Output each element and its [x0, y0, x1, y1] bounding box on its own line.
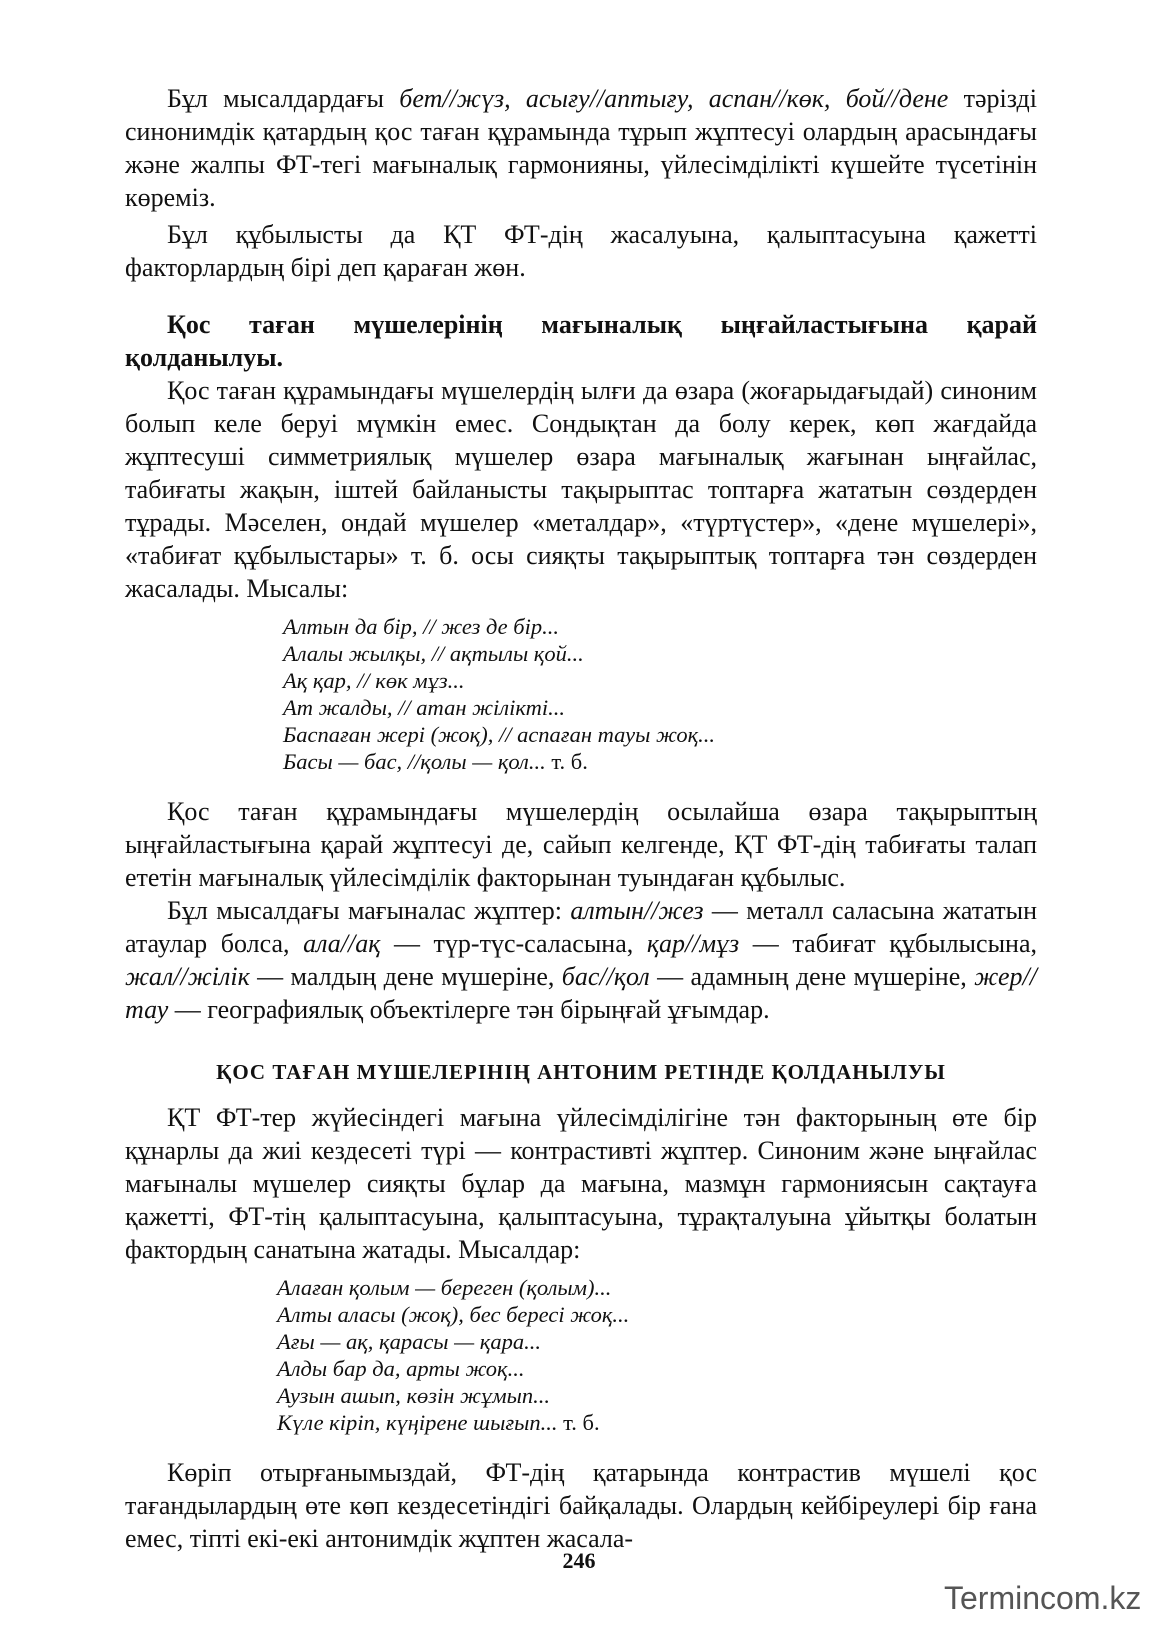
page-number: 246 [562, 1548, 596, 1573]
paragraph-4: Қос таған құрамындағы мүшелердің осылайша өзара тақырыптың ыңғайластығына қарай жұптесуі де, сайып келгенде, ҚТ ФТ-дің табиғаты талап ететін мағыналық үйлесімділік факторынан туындаған құбылыс. [125, 797, 1037, 892]
example-line: Алалы жылқы, // ақтылы қой... [283, 641, 584, 666]
section-heading: ҚОС ТАҒАН МҮШЕЛЕРІНІҢ АНТОНИМ РЕТІНДЕ ҚОЛДАНЫЛУЫ [216, 1060, 946, 1084]
paragraph-5: Бұл мысалдағы мағыналас жұптер: алтын//жез — металл саласына жататын атаулар болса, ала//ақ — түр-түс-саласына, қар//мұз — табиғат құбылысына, жал//жілік — малдың дене мүшеріне, бас//қол — адамның дене мүшеріне, жер//тау — географиялық объектілерге тән бірыңғай ұғымдар. [125, 896, 1037, 1024]
paragraph-2: Бұл құбылысты да ҚТ ФТ-дің жасалуына, қалыптасуына қажетті факторлардың бірі деп қараған жөн. [125, 220, 1037, 282]
section-subheading: Қос таған мүшелерінің мағыналық ыңғайластығына қарай қолданылуы. [125, 310, 1037, 372]
paragraph-7: Көріп отырғанымыздай, ФТ-дің қатарында контрастив мүшелі қос тағандылардың өте көп кездесетіндігі байқалады. Олардың кейбіреулері бір ғана емес, тіпті екі-екі антонимдік жұптен жасала- [125, 1458, 1037, 1553]
example-line: Алды бар да, арты жоқ... [277, 1356, 525, 1381]
example-line: Аузын ашып, көзін жұмып... [277, 1383, 550, 1408]
examples-list-2 [277, 1274, 1037, 1436]
example-line: Алты аласы (жоқ), бес бересі жоқ... [277, 1302, 630, 1327]
example-line: Баспаған жері (жоқ), // аспаған тауы жоқ... [283, 722, 715, 747]
example-line: Ағы — ақ, қарасы — қара... [277, 1329, 541, 1354]
paragraph-3: Қос таған құрамындағы мүшелердің ылғи да өзара (жоғарыдағыдай) синоним болып келе беруі мүмкін емес. Сондықтан да болу керек, көп жағдайда жұптесуші симметриялық мүшелер өзара мағыналық жағынан ыңғайлас, табиғаты жақын, іштей байланысты тақырыптас топтарға жататын сөздерден тұрады. Мәселен, ондай мүшелер «металдар», «түртүстер», «дене мүшелері», «табиғат құбылыстары» т. б. осы сияқты тақырыптық топтарға тән сөздерден жасалады. Мысалы: [125, 376, 1037, 603]
watermark-logo: Termincom.kz [944, 1580, 1142, 1616]
example-line: Басы — бас, //қолы — қол... т. б. [283, 749, 588, 774]
paragraph-1: Бұл мысалдардағы бет//жүз, асығу//аптығу, аспан//көк, бой//дене тәрізді синонимдік қатардың қос таған құрамында тұрып жұптесуі олардың арасындағы және жалпы ФТ-тегі мағыналық гармонияны, үйлесімділікті күшейте түсетінін көреміз. [125, 84, 1037, 212]
example-pairs: бет//жүз, асығу//аптығу, аспан//көк, бой//дене [399, 84, 949, 113]
example-line: Күле кіріп, күңірене шығып... т. б. [277, 1410, 600, 1435]
example-line: Ақ қар, // көк мұз... [283, 668, 465, 693]
examples-list-1 [283, 613, 1037, 775]
example-line: Ат жалды, // атан жілікті... [283, 695, 565, 720]
page-content [125, 82, 1037, 1555]
example-line: Алаған қолым — береген (қолым)... [277, 1275, 612, 1300]
paragraph-6: ҚТ ФТ-тер жүйесіндегі мағына үйлесімділігіне тән факторының өте бір құнарлы да жиі кездесеті түрі — контрастивті жұптер. Синоним және ыңғайлас мағыналы мүшелер сияқты бұлар да мағына, мазмұн гармониясын сақтауға қажетті, ФТ-тің қалыптасуына, қалыптасуына, тұрақталуына ұйытқы болатын фактордың санатына жатады. Мысалдар: [125, 1103, 1037, 1264]
example-line: Алтын да бір, // жез де бір... [283, 614, 559, 639]
